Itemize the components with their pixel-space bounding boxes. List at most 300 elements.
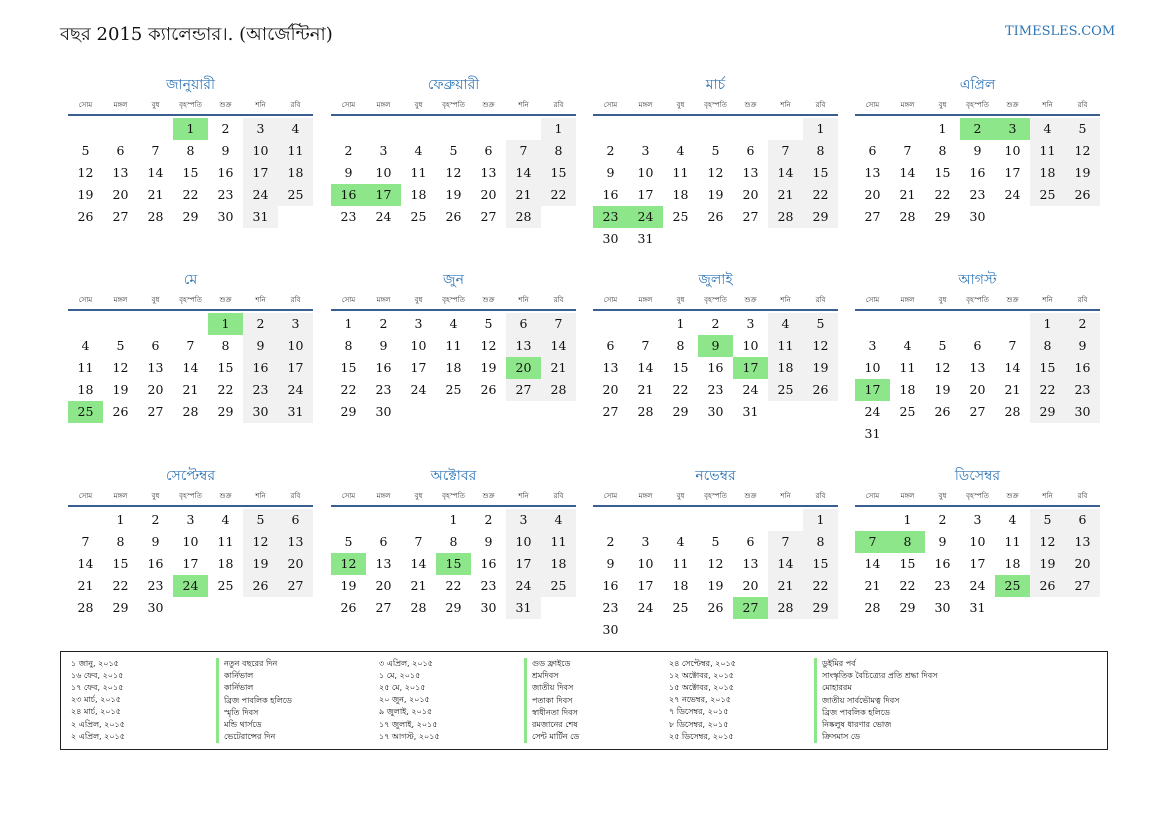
day-empty (698, 509, 733, 531)
holiday-date: ১৭ আগস্ট, ২০১৫ (379, 731, 440, 741)
day-cell: 2 (606, 534, 615, 549)
holiday-row (669, 670, 962, 682)
weekday-label: সোম (603, 492, 618, 500)
holiday-row (379, 670, 672, 682)
day-cell: 26 (480, 382, 497, 397)
day-grid (68, 313, 313, 423)
day-cell: 3 (641, 143, 650, 158)
day-grid (68, 509, 313, 619)
day-cell: 25 (899, 404, 916, 419)
day-cell: 17 (243, 162, 278, 184)
holiday-row (71, 658, 364, 670)
day-cell: 28 (410, 600, 427, 615)
day-cell: 6 (606, 338, 615, 353)
day-empty (733, 118, 768, 140)
day-cell: 12 (1065, 140, 1100, 162)
weekday-label: বৃহস্পতি (966, 492, 989, 500)
day-cell: 4 (449, 316, 458, 331)
weekday-label: বৃহস্পতি (966, 296, 989, 304)
weekday-header (855, 490, 1100, 507)
day-cell: 31 (637, 231, 654, 246)
day-cell: 12 (243, 531, 278, 553)
holiday-date: ১২ অক্টোবর, ২০১৫ (669, 670, 734, 680)
holiday-name: ভেটেরান্সের দিন (216, 731, 364, 743)
day-empty (925, 313, 960, 335)
day-cell: 6 (484, 143, 493, 158)
day-cell: 4 (1030, 118, 1065, 140)
day-cell: 14 (147, 165, 164, 180)
holiday-column (379, 658, 672, 743)
day-cell: 4 (278, 118, 313, 140)
day-cell: 4 (221, 512, 230, 527)
weekday-label: রবি (553, 296, 564, 304)
day-cell: 17 (637, 187, 654, 202)
day-cell: 2 (221, 121, 230, 136)
weekday-label: শনি (255, 101, 266, 109)
day-cell: 23 (934, 578, 951, 593)
day-empty (173, 313, 208, 335)
day-empty (960, 313, 995, 335)
day-cell: 29 (112, 600, 129, 615)
holiday-row (379, 731, 672, 743)
day-cell: 4 (541, 509, 576, 531)
day-cell: 6 (973, 338, 982, 353)
day-cell: 8 (803, 531, 838, 553)
day-cell: 24 (637, 600, 654, 615)
day-cell: 6 (116, 143, 125, 158)
day-empty (628, 509, 663, 531)
day-cell: 7 (414, 534, 423, 549)
day-cell: 18 (278, 162, 313, 184)
holiday-name: শ্রমদিবস (524, 670, 672, 682)
day-cell: 30 (243, 401, 278, 423)
weekday-header (331, 99, 576, 116)
holiday-row (71, 731, 364, 743)
day-cell: 5 (484, 316, 493, 331)
day-cell: 1 (938, 121, 947, 136)
weekday-label: সোম (341, 296, 356, 304)
day-cell: 24 (1004, 187, 1021, 202)
holiday-date: ১ জানু, ২০১৫ (71, 658, 119, 668)
day-cell: 28 (541, 379, 576, 401)
day-cell: 18 (1004, 556, 1021, 571)
day-cell: 9 (243, 335, 278, 357)
day-cell: 30 (934, 600, 951, 615)
weekday-label: শনি (255, 296, 266, 304)
day-cell: 28 (768, 597, 803, 619)
month-name: জানুয়ারী (166, 77, 215, 93)
day-cell: 25 (410, 209, 427, 224)
day-cell: 20 (969, 382, 986, 397)
day-cell: 20 (1065, 553, 1100, 575)
holiday-name: সেন্ট মার্টিন ডে (524, 731, 672, 743)
holiday-name: ব্রিজ পাবলিক হলিডে (814, 707, 962, 719)
day-grid (855, 118, 1100, 228)
day-cell-holiday: 16 (331, 184, 366, 206)
weekday-label: শুক্র (482, 101, 495, 109)
day-empty (995, 313, 1030, 335)
day-cell: 18 (217, 556, 234, 571)
day-cell: 1 (676, 316, 685, 331)
holiday-name: পতাকা দিবস (524, 695, 672, 707)
day-cell-holiday: 17 (733, 357, 768, 379)
weekday-label: শুক্র (219, 101, 232, 109)
weekday-label: মঙ্গল (900, 492, 915, 500)
day-cell: 3 (506, 509, 541, 531)
day-cell: 30 (602, 622, 619, 637)
day-cell: 25 (672, 209, 689, 224)
day-cell: 8 (541, 140, 576, 162)
holiday-row (379, 682, 672, 694)
day-cell: 20 (742, 578, 759, 593)
day-cell: 30 (375, 404, 392, 419)
day-cell: 18 (899, 382, 916, 397)
day-cell: 14 (637, 360, 654, 375)
day-empty (506, 118, 541, 140)
day-cell: 30 (707, 404, 724, 419)
day-cell: 6 (151, 338, 160, 353)
day-cell: 7 (768, 531, 803, 553)
day-cell-holiday: 1 (173, 118, 208, 140)
holiday-row (669, 658, 962, 670)
day-cell: 9 (484, 534, 493, 549)
day-cell: 1 (344, 316, 353, 331)
holiday-row (379, 707, 672, 719)
day-cell: 3 (868, 338, 877, 353)
day-cell: 9 (379, 338, 388, 353)
holiday-date: ২৭ নভেম্বর, ২০১৫ (669, 695, 731, 705)
day-cell: 19 (707, 578, 724, 593)
day-cell: 6 (379, 534, 388, 549)
month-name: জুলাই (698, 272, 733, 288)
day-cell: 7 (506, 140, 541, 162)
weekday-label: শুক্র (1006, 492, 1019, 500)
day-cell: 13 (147, 360, 164, 375)
day-cell: 15 (899, 556, 916, 571)
day-cell: 19 (934, 382, 951, 397)
day-cell: 16 (480, 556, 497, 571)
day-cell: 1 (1030, 313, 1065, 335)
day-cell: 16 (1065, 357, 1100, 379)
day-cell: 2 (344, 143, 353, 158)
day-cell: 19 (340, 578, 357, 593)
day-empty (890, 118, 925, 140)
day-empty (68, 509, 103, 531)
day-cell: 12 (803, 335, 838, 357)
weekday-label: বুধ (676, 296, 685, 304)
day-cell: 15 (803, 162, 838, 184)
day-cell: 8 (449, 534, 458, 549)
weekday-label: বৃহস্পতি (704, 492, 727, 500)
day-cell: 23 (243, 379, 278, 401)
month-calendar (68, 75, 313, 228)
month-name: মে (183, 272, 198, 288)
day-cell: 17 (410, 360, 427, 375)
day-cell: 5 (1030, 509, 1065, 531)
holiday-name: মোহাররম (814, 682, 962, 694)
holiday-name: নিষ্কলুষ ধারণার ভোজ (814, 719, 962, 731)
day-cell: 6 (1065, 509, 1100, 531)
month-name: নভেম্বর (695, 468, 736, 484)
day-cell: 30 (1065, 401, 1100, 423)
weekday-label: রবি (553, 492, 564, 500)
weekday-label: বুধ (676, 492, 685, 500)
day-cell: 11 (77, 360, 94, 375)
day-cell: 21 (410, 578, 427, 593)
day-empty (68, 313, 103, 335)
day-cell: 7 (81, 534, 90, 549)
day-cell: 23 (707, 382, 724, 397)
holiday-name: ডুইমির পর্ব (814, 658, 962, 670)
weekday-label: মঙ্গল (638, 296, 653, 304)
day-cell-holiday: 27 (733, 597, 768, 619)
day-cell: 27 (506, 379, 541, 401)
day-cell: 4 (1008, 512, 1017, 527)
holiday-date: ২৫ মে, ২০১৫ (379, 682, 426, 692)
holiday-name: কার্নিভাল (216, 670, 364, 682)
day-cell: 19 (803, 357, 838, 379)
day-cell: 12 (445, 165, 462, 180)
day-cell: 18 (1030, 162, 1065, 184)
month-calendar (855, 270, 1100, 445)
day-empty (733, 509, 768, 531)
holiday-row (71, 682, 364, 694)
day-cell-holiday: 3 (995, 118, 1030, 140)
day-cell: 29 (803, 597, 838, 619)
day-cell: 10 (410, 338, 427, 353)
month-name: ডিসেম্বর (954, 468, 1001, 484)
day-cell: 21 (182, 382, 199, 397)
day-cell: 22 (1030, 379, 1065, 401)
holiday-date: ৭ ডিসেম্বর, ২০১৫ (669, 707, 729, 717)
day-cell: 27 (742, 209, 759, 224)
day-cell: 24 (506, 575, 541, 597)
day-cell: 20 (147, 382, 164, 397)
day-cell: 2 (711, 316, 720, 331)
weekday-label: সোম (78, 492, 93, 500)
day-cell: 19 (1030, 553, 1065, 575)
weekday-label: সোম (341, 492, 356, 500)
holiday-row (379, 658, 672, 670)
day-cell: 16 (602, 187, 619, 202)
holiday-date: ২ এপ্রিল, ২০১৫ (71, 731, 125, 741)
day-cell: 21 (864, 578, 881, 593)
holiday-date: ১ মে, ২০১৫ (379, 670, 421, 680)
day-cell: 21 (768, 184, 803, 206)
day-cell: 18 (77, 382, 94, 397)
day-empty (401, 118, 436, 140)
day-cell: 16 (375, 360, 392, 375)
holiday-name: নতুন বছরের দিন (216, 658, 364, 670)
holiday-row (379, 695, 672, 707)
day-cell: 3 (379, 143, 388, 158)
weekday-header (593, 294, 838, 311)
weekday-label: সোম (603, 296, 618, 304)
day-grid (593, 509, 838, 641)
day-cell: 8 (676, 338, 685, 353)
weekday-label: মঙ্গল (376, 492, 391, 500)
day-cell: 21 (77, 578, 94, 593)
day-empty (890, 313, 925, 335)
day-cell: 26 (340, 600, 357, 615)
day-cell: 10 (375, 165, 392, 180)
day-empty (103, 118, 138, 140)
day-empty (768, 118, 803, 140)
day-cell: 3 (746, 316, 755, 331)
day-cell: 24 (969, 578, 986, 593)
day-empty (628, 118, 663, 140)
day-cell: 26 (934, 404, 951, 419)
day-cell: 30 (147, 600, 164, 615)
day-cell: 22 (340, 382, 357, 397)
weekday-header (68, 99, 313, 116)
day-cell: 18 (410, 187, 427, 202)
day-cell: 10 (506, 531, 541, 553)
weekday-header (855, 99, 1100, 116)
holiday-name: গুড ফ্রাইডে (524, 658, 672, 670)
day-cell: 18 (541, 553, 576, 575)
weekday-label: শনি (518, 492, 529, 500)
day-cell: 2 (151, 512, 160, 527)
holiday-column (669, 658, 962, 743)
day-cell: 15 (934, 165, 951, 180)
weekday-label: শুক্র (1006, 296, 1019, 304)
day-empty (138, 313, 173, 335)
day-cell: 1 (449, 512, 458, 527)
day-cell: 3 (278, 313, 313, 335)
holiday-date: ২৩ মার্চ, ২০১৫ (71, 695, 121, 705)
day-cell: 2 (1065, 313, 1100, 335)
day-cell: 11 (278, 140, 313, 162)
day-cell: 19 (112, 382, 129, 397)
holiday-date: ২০ জুন, ২০১৫ (379, 695, 430, 705)
day-cell: 4 (414, 143, 423, 158)
weekday-label: বৃহস্পতি (179, 492, 202, 500)
weekday-label: শনি (1042, 492, 1053, 500)
weekday-label: বুধ (414, 296, 423, 304)
weekday-label: মঙ্গল (376, 101, 391, 109)
holiday-row (669, 682, 962, 694)
day-cell: 16 (147, 556, 164, 571)
day-cell: 15 (112, 556, 129, 571)
month-calendar (593, 466, 838, 641)
day-cell: 5 (711, 534, 720, 549)
day-cell: 5 (711, 143, 720, 158)
month-calendar (855, 466, 1100, 619)
holiday-date: ৩ এপ্রিল, ২০১৫ (379, 658, 433, 668)
day-cell: 26 (77, 209, 94, 224)
weekday-label: সোম (78, 101, 93, 109)
day-cell: 24 (410, 382, 427, 397)
day-cell: 29 (672, 404, 689, 419)
day-cell: 7 (541, 313, 576, 335)
day-cell: 23 (969, 187, 986, 202)
day-cell: 8 (1030, 335, 1065, 357)
day-cell: 29 (934, 209, 951, 224)
day-cell: 18 (672, 578, 689, 593)
day-cell: 5 (116, 338, 125, 353)
brand-link[interactable]: TIMESLES.COM (1005, 24, 1116, 39)
day-cell: 13 (506, 335, 541, 357)
day-cell: 8 (186, 143, 195, 158)
day-cell: 27 (375, 600, 392, 615)
day-grid (593, 313, 838, 423)
month-calendar (593, 75, 838, 250)
day-cell: 6 (506, 313, 541, 335)
weekday-label: বুধ (938, 101, 947, 109)
day-cell: 18 (768, 357, 803, 379)
day-empty (855, 118, 890, 140)
day-cell: 28 (147, 209, 164, 224)
day-cell: 15 (1030, 357, 1065, 379)
day-cell: 25 (1030, 184, 1065, 206)
day-empty (593, 313, 628, 335)
day-cell: 12 (707, 556, 724, 571)
day-cell: 13 (1065, 531, 1100, 553)
day-cell-holiday: 25 (995, 575, 1030, 597)
day-cell: 4 (676, 534, 685, 549)
day-cell: 5 (938, 338, 947, 353)
day-cell: 3 (243, 118, 278, 140)
day-cell-holiday: 17 (855, 379, 890, 401)
holiday-row (71, 707, 364, 719)
day-cell-holiday: 8 (890, 531, 925, 553)
month-calendar (331, 466, 576, 619)
holiday-date: ১৬ ফেব, ২০১৫ (71, 670, 124, 680)
day-cell-holiday: 2 (960, 118, 995, 140)
day-cell-holiday: 24 (173, 575, 208, 597)
day-cell: 17 (278, 357, 313, 379)
weekday-label: শনি (780, 296, 791, 304)
day-cell: 16 (602, 578, 619, 593)
weekday-label: বুধ (938, 296, 947, 304)
day-cell: 29 (340, 404, 357, 419)
day-empty (628, 313, 663, 335)
day-cell: 13 (602, 360, 619, 375)
month-calendar (855, 75, 1100, 228)
day-cell: 10 (637, 165, 654, 180)
day-cell: 31 (864, 426, 881, 441)
day-cell: 10 (637, 556, 654, 571)
day-cell: 13 (742, 165, 759, 180)
day-cell: 11 (672, 556, 689, 571)
day-empty (331, 509, 366, 531)
month-name: মার্চ (705, 77, 726, 93)
day-cell: 24 (375, 209, 392, 224)
day-cell: 24 (742, 382, 759, 397)
weekday-label: শুক্র (1006, 101, 1019, 109)
day-cell-holiday: 24 (628, 206, 663, 228)
holiday-row (669, 695, 962, 707)
day-cell: 22 (217, 382, 234, 397)
day-cell: 21 (637, 382, 654, 397)
day-cell: 19 (1065, 162, 1100, 184)
day-cell: 22 (934, 187, 951, 202)
day-cell: 23 (375, 382, 392, 397)
day-empty (593, 509, 628, 531)
day-cell: 31 (278, 401, 313, 423)
day-cell: 1 (116, 512, 125, 527)
day-cell: 14 (506, 162, 541, 184)
month-name: এপ্রিল (959, 77, 996, 93)
day-empty (768, 509, 803, 531)
day-cell-holiday: 7 (855, 531, 890, 553)
day-cell: 27 (480, 209, 497, 224)
holiday-name: স্বাধীনতা দিবস (524, 707, 672, 719)
day-cell: 20 (480, 187, 497, 202)
weekday-label: রবি (1077, 492, 1088, 500)
weekday-header (68, 490, 313, 507)
